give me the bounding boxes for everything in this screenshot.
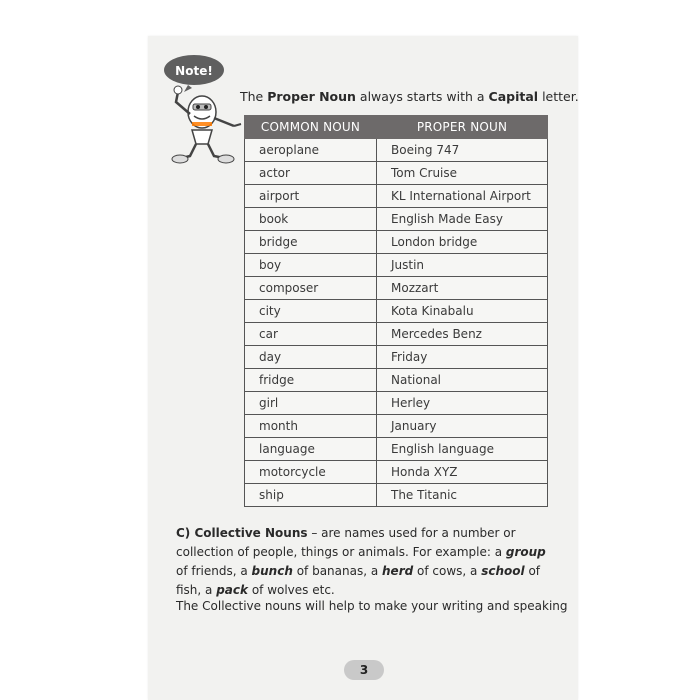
- note-badge-text: Note!: [175, 64, 213, 78]
- proper-noun-cell: English language: [377, 438, 548, 461]
- proper-noun-cell: Kota Kinabalu: [377, 300, 548, 323]
- table-row: [245, 415, 548, 438]
- proper-noun-intro: The Proper Noun always starts with a Capital letter.: [240, 89, 579, 104]
- common-noun-cell: girl: [245, 392, 377, 415]
- collective-nouns-paragraph: C) Collective Nouns – are names used for a number or collection of people, things or animals. For example: a group of friends, a bunch of bananas, a herd of cows, a school of fish, a pack of wolves etc.: [176, 526, 546, 597]
- proper-noun-cell: Friday: [377, 346, 548, 369]
- table-row: [245, 254, 548, 277]
- common-noun-cell: actor: [245, 162, 377, 185]
- closing-sentence: The Collective nouns will help to make your writing and speaking: [176, 599, 568, 613]
- table-row: [245, 185, 548, 208]
- common-noun-cell: boy: [245, 254, 377, 277]
- mascot-illustration: [162, 52, 242, 170]
- common-noun-cell: aeroplane: [245, 139, 377, 162]
- common-noun-cell: ship: [245, 484, 377, 507]
- table-row: [245, 139, 548, 162]
- common-noun-cell: fridge: [245, 369, 377, 392]
- common-noun-cell: day: [245, 346, 377, 369]
- table-row: [245, 208, 548, 231]
- table-row: [245, 438, 548, 461]
- noun-table: [244, 115, 548, 507]
- table-row: [245, 484, 548, 507]
- table-row: [245, 369, 548, 392]
- common-noun-cell: motorcycle: [245, 461, 377, 484]
- common-noun-cell: language: [245, 438, 377, 461]
- table-row: [245, 346, 548, 369]
- common-noun-cell: city: [245, 300, 377, 323]
- proper-noun-cell: National: [377, 369, 548, 392]
- proper-noun-cell: Mozzart: [377, 277, 548, 300]
- common-noun-cell: airport: [245, 185, 377, 208]
- column-header-proper-noun: PROPER NOUN: [377, 116, 548, 139]
- proper-noun-cell: Tom Cruise: [377, 162, 548, 185]
- table-header-row: [245, 116, 548, 139]
- proper-noun-cell: Mercedes Benz: [377, 323, 548, 346]
- table-row: [245, 461, 548, 484]
- table-row: [245, 162, 548, 185]
- proper-noun-cell: Boeing 747: [377, 139, 548, 162]
- table-row: [245, 300, 548, 323]
- proper-noun-cell: Honda XYZ: [377, 461, 548, 484]
- common-noun-cell: book: [245, 208, 377, 231]
- proper-noun-cell: Herley: [377, 392, 548, 415]
- table-row: [245, 323, 548, 346]
- table-row: [245, 392, 548, 415]
- proper-noun-cell: January: [377, 415, 548, 438]
- common-noun-cell: composer: [245, 277, 377, 300]
- common-noun-cell: bridge: [245, 231, 377, 254]
- table-row: [245, 277, 548, 300]
- proper-noun-cell: Justin: [377, 254, 548, 277]
- page-number-badge: 3: [344, 660, 384, 680]
- proper-noun-cell: KL International Airport: [377, 185, 548, 208]
- proper-noun-cell: The Titanic: [377, 484, 548, 507]
- column-header-common-noun: COMMON NOUN: [245, 116, 377, 139]
- common-noun-cell: car: [245, 323, 377, 346]
- proper-noun-cell: English Made Easy: [377, 208, 548, 231]
- proper-noun-cell: London bridge: [377, 231, 548, 254]
- common-noun-cell: month: [245, 415, 377, 438]
- table-row: [245, 231, 548, 254]
